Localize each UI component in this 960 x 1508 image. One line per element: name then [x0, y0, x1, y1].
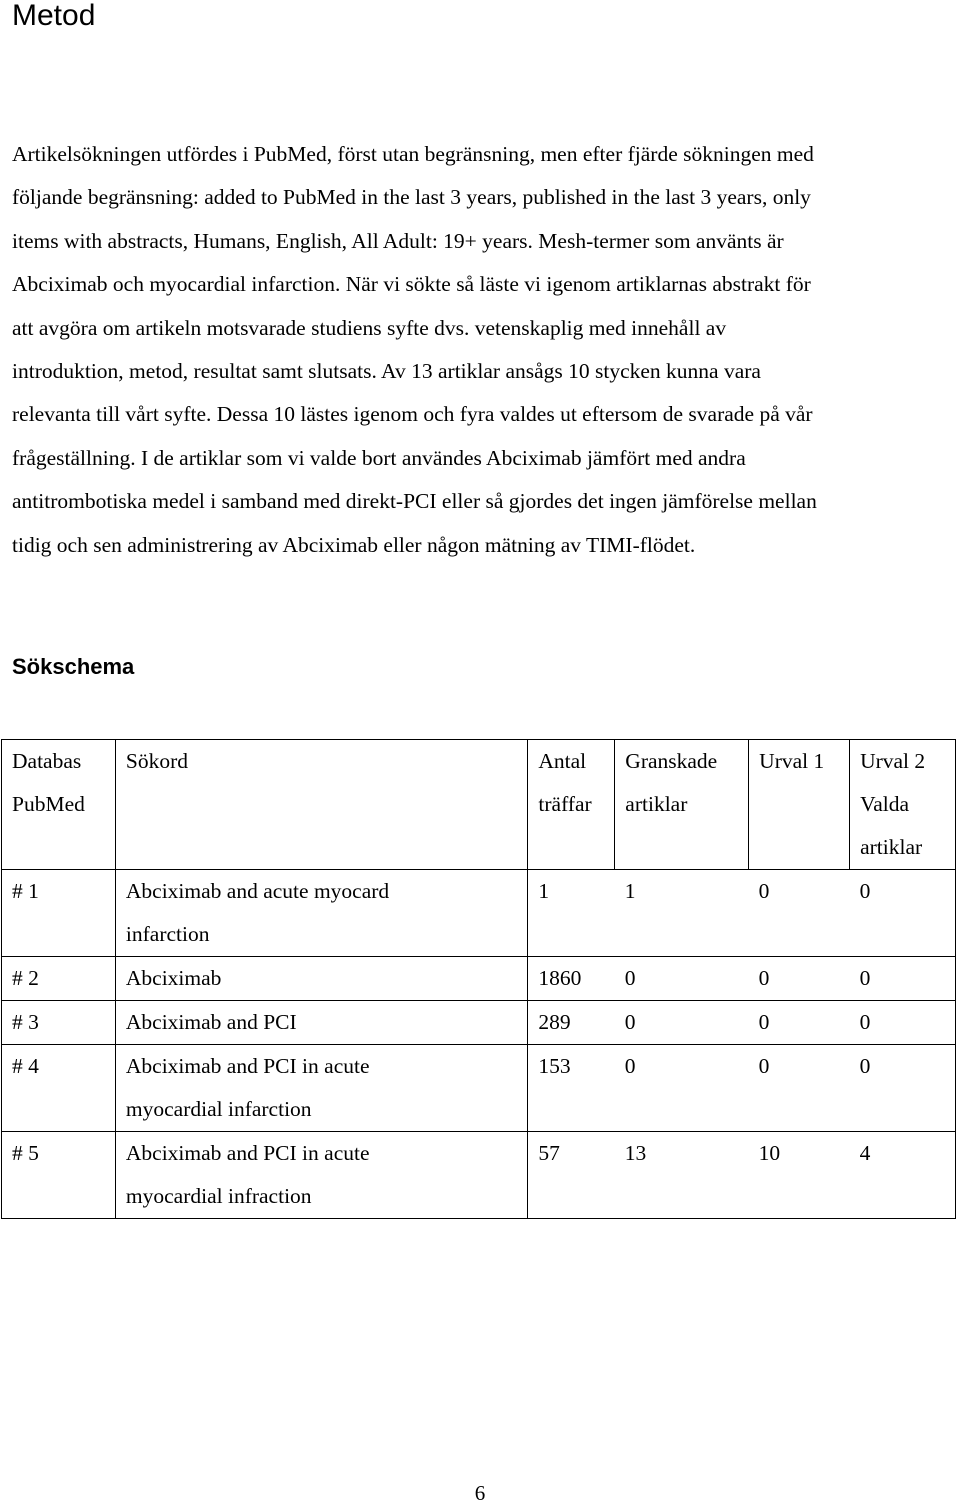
row-urval2: 0 — [850, 957, 956, 1001]
row-id: # 3 — [2, 1001, 116, 1045]
row-antal: 289 — [528, 1001, 615, 1045]
page-number: 6 — [474, 1481, 486, 1505]
row-id: # 1 — [2, 870, 116, 957]
paragraph-line: frågeställning. I de artiklar som vi valde bort användes Abciximab jämfört med andra — [12, 445, 746, 470]
row-term: Abciximab and PCI in acute myocardial infraction — [115, 1132, 528, 1219]
row-granskade: 0 — [615, 1001, 749, 1045]
row-id: # 2 — [2, 957, 116, 1001]
paragraph-line: introduktion, metod, resultat samt slutsats. Av 13 artiklar ansågs 10 stycken kunna vara — [12, 359, 761, 384]
row-antal: 1860 — [528, 957, 615, 1001]
row-urval1: 0 — [749, 1001, 850, 1045]
table-row — [2, 1132, 956, 1219]
table-row — [2, 870, 956, 957]
page-heading: Metod — [12, 0, 96, 32]
paragraph-line: antitrombotiska medel i samband med direkt-PCI eller så gjordes det ingen jämförelse mellan — [12, 489, 817, 514]
header-sokord: Sökord — [115, 740, 528, 870]
row-term: Abciximab — [115, 957, 528, 1001]
row-urval1: 0 — [749, 1045, 850, 1132]
row-urval1: 0 — [749, 957, 850, 1001]
row-term: Abciximab and PCI in acute myocardial infarction — [115, 1045, 528, 1132]
paragraph-line: att avgöra om artikeln motsvarade studiens syfte dvs. vetenskaplig med innehåll av — [12, 315, 727, 340]
row-urval1: 10 — [749, 1132, 850, 1219]
row-urval1: 0 — [749, 870, 850, 957]
row-granskade: 1 — [615, 870, 749, 957]
row-granskade: 0 — [615, 1045, 749, 1132]
method-paragraph — [12, 133, 950, 567]
table-row — [2, 957, 956, 1001]
paragraph-line: Abciximab och myocardial infarction. När vi sökte så läste vi igenom artiklarnas abstrakt för — [12, 272, 811, 297]
paragraph-line: relevanta till vårt syfte. Dessa 10 lästes igenom och fyra valdes ut eftersom de svarade på vår — [12, 402, 813, 427]
paragraph-line: följande begränsning: added to PubMed in the last 3 years, published in the last 3 years, only — [12, 185, 811, 210]
header-granskade: Granskade artiklar — [615, 740, 749, 870]
row-granskade: 13 — [615, 1132, 749, 1219]
row-id: # 4 — [2, 1045, 116, 1132]
section-heading: Sökschema — [12, 654, 135, 679]
row-antal: 57 — [528, 1132, 615, 1219]
row-granskade: 0 — [615, 957, 749, 1001]
table-header-row — [2, 740, 956, 870]
header-urval2: Urval 2 Valda artiklar — [850, 740, 956, 870]
row-antal: 1 — [528, 870, 615, 957]
row-urval2: 0 — [850, 1001, 956, 1045]
paragraph-line: items with abstracts, Humans, English, All Adult: 19+ years. Mesh-termer som använts är — [12, 228, 784, 253]
header-antal: Antal träffar — [528, 740, 615, 870]
row-urval2: 4 — [850, 1132, 956, 1219]
row-urval2: 0 — [850, 870, 956, 957]
row-term: Abciximab and acute myocard infarction — [115, 870, 528, 957]
search-schema-table — [1, 739, 956, 1219]
header-databas: Databas PubMed — [2, 740, 116, 870]
row-antal: 153 — [528, 1045, 615, 1132]
table-row — [2, 1001, 956, 1045]
paragraph-line: Artikelsökningen utfördes i PubMed, först utan begränsning, men efter fjärde sökningen med — [12, 142, 814, 166]
paragraph-line: tidig och sen administrering av Abciximab eller någon mätning av TIMI-flödet. — [12, 532, 696, 557]
header-urval1: Urval 1 — [749, 740, 850, 870]
table-row — [2, 1045, 956, 1132]
row-urval2: 0 — [850, 1045, 956, 1132]
row-id: # 5 — [2, 1132, 116, 1219]
row-term: Abciximab and PCI — [115, 1001, 528, 1045]
